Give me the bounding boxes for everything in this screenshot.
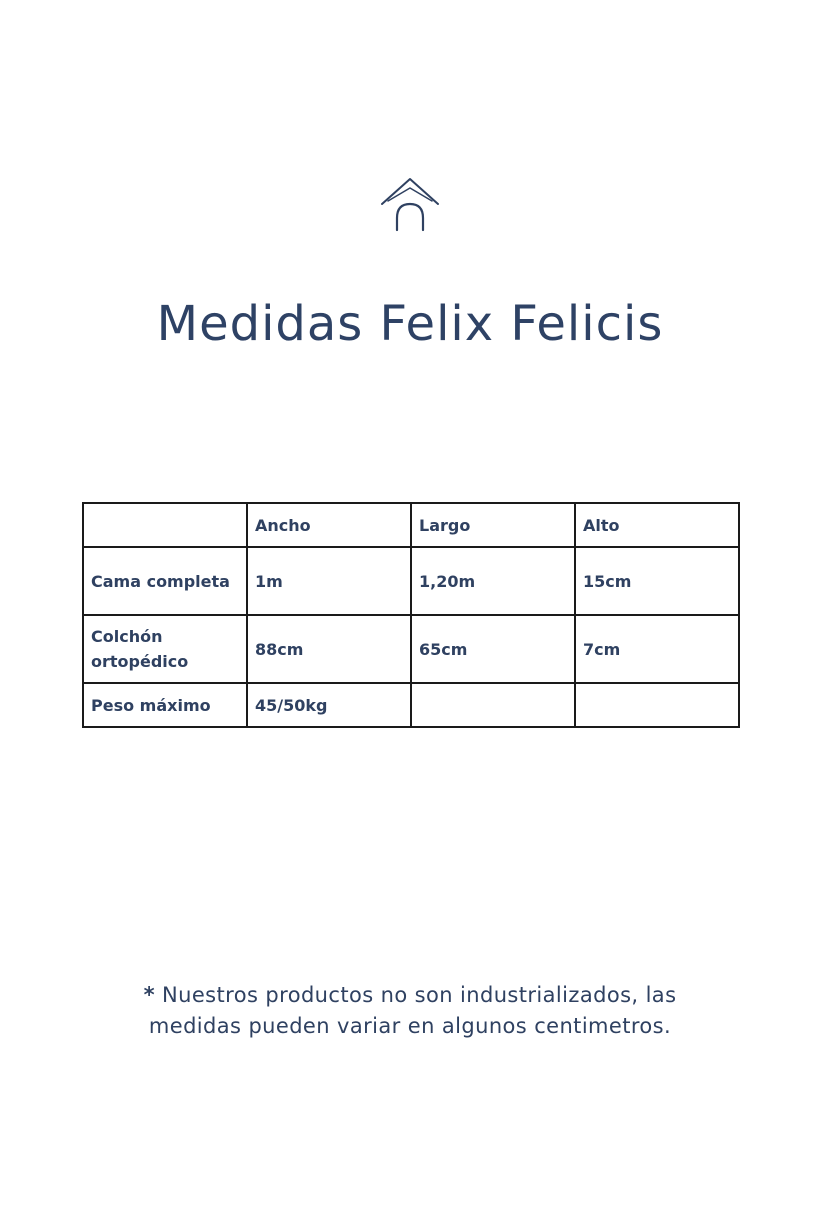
cell-alto: 7cm [575, 615, 739, 683]
disclaimer-note [0, 980, 820, 1042]
table-row [83, 683, 739, 727]
row-label: Peso máximo [83, 683, 247, 727]
table-header-alto: Alto [575, 503, 739, 547]
table-header-row [83, 503, 739, 547]
cell-ancho: 1m [247, 547, 411, 615]
note-text-1: Nuestros productos no son industrializados, las [162, 983, 677, 1007]
table-header-empty [83, 503, 247, 547]
cell-alto: 15cm [575, 547, 739, 615]
table-row [83, 547, 739, 615]
table-header-ancho: Ancho [247, 503, 411, 547]
table-row [83, 615, 739, 683]
cell-largo [411, 683, 575, 727]
row-label: Colchón ortopédico [83, 615, 247, 683]
note-line-2: medidas pueden variar en algunos centimetros. [148, 1014, 672, 1038]
table-header-largo: Largo [411, 503, 575, 547]
note-line-1 [0, 980, 820, 1011]
cell-largo: 1,20m [411, 547, 575, 615]
cell-alto [575, 683, 739, 727]
cell-ancho: 45/50kg [247, 683, 411, 727]
cell-ancho: 88cm [247, 615, 411, 683]
measures-table [82, 502, 740, 728]
dog-house-icon [379, 176, 441, 234]
page-title: Medidas Felix Felicis [156, 296, 664, 352]
note-asterisk: * [143, 983, 155, 1007]
cell-largo: 65cm [411, 615, 575, 683]
row-label: Cama completa [83, 547, 247, 615]
